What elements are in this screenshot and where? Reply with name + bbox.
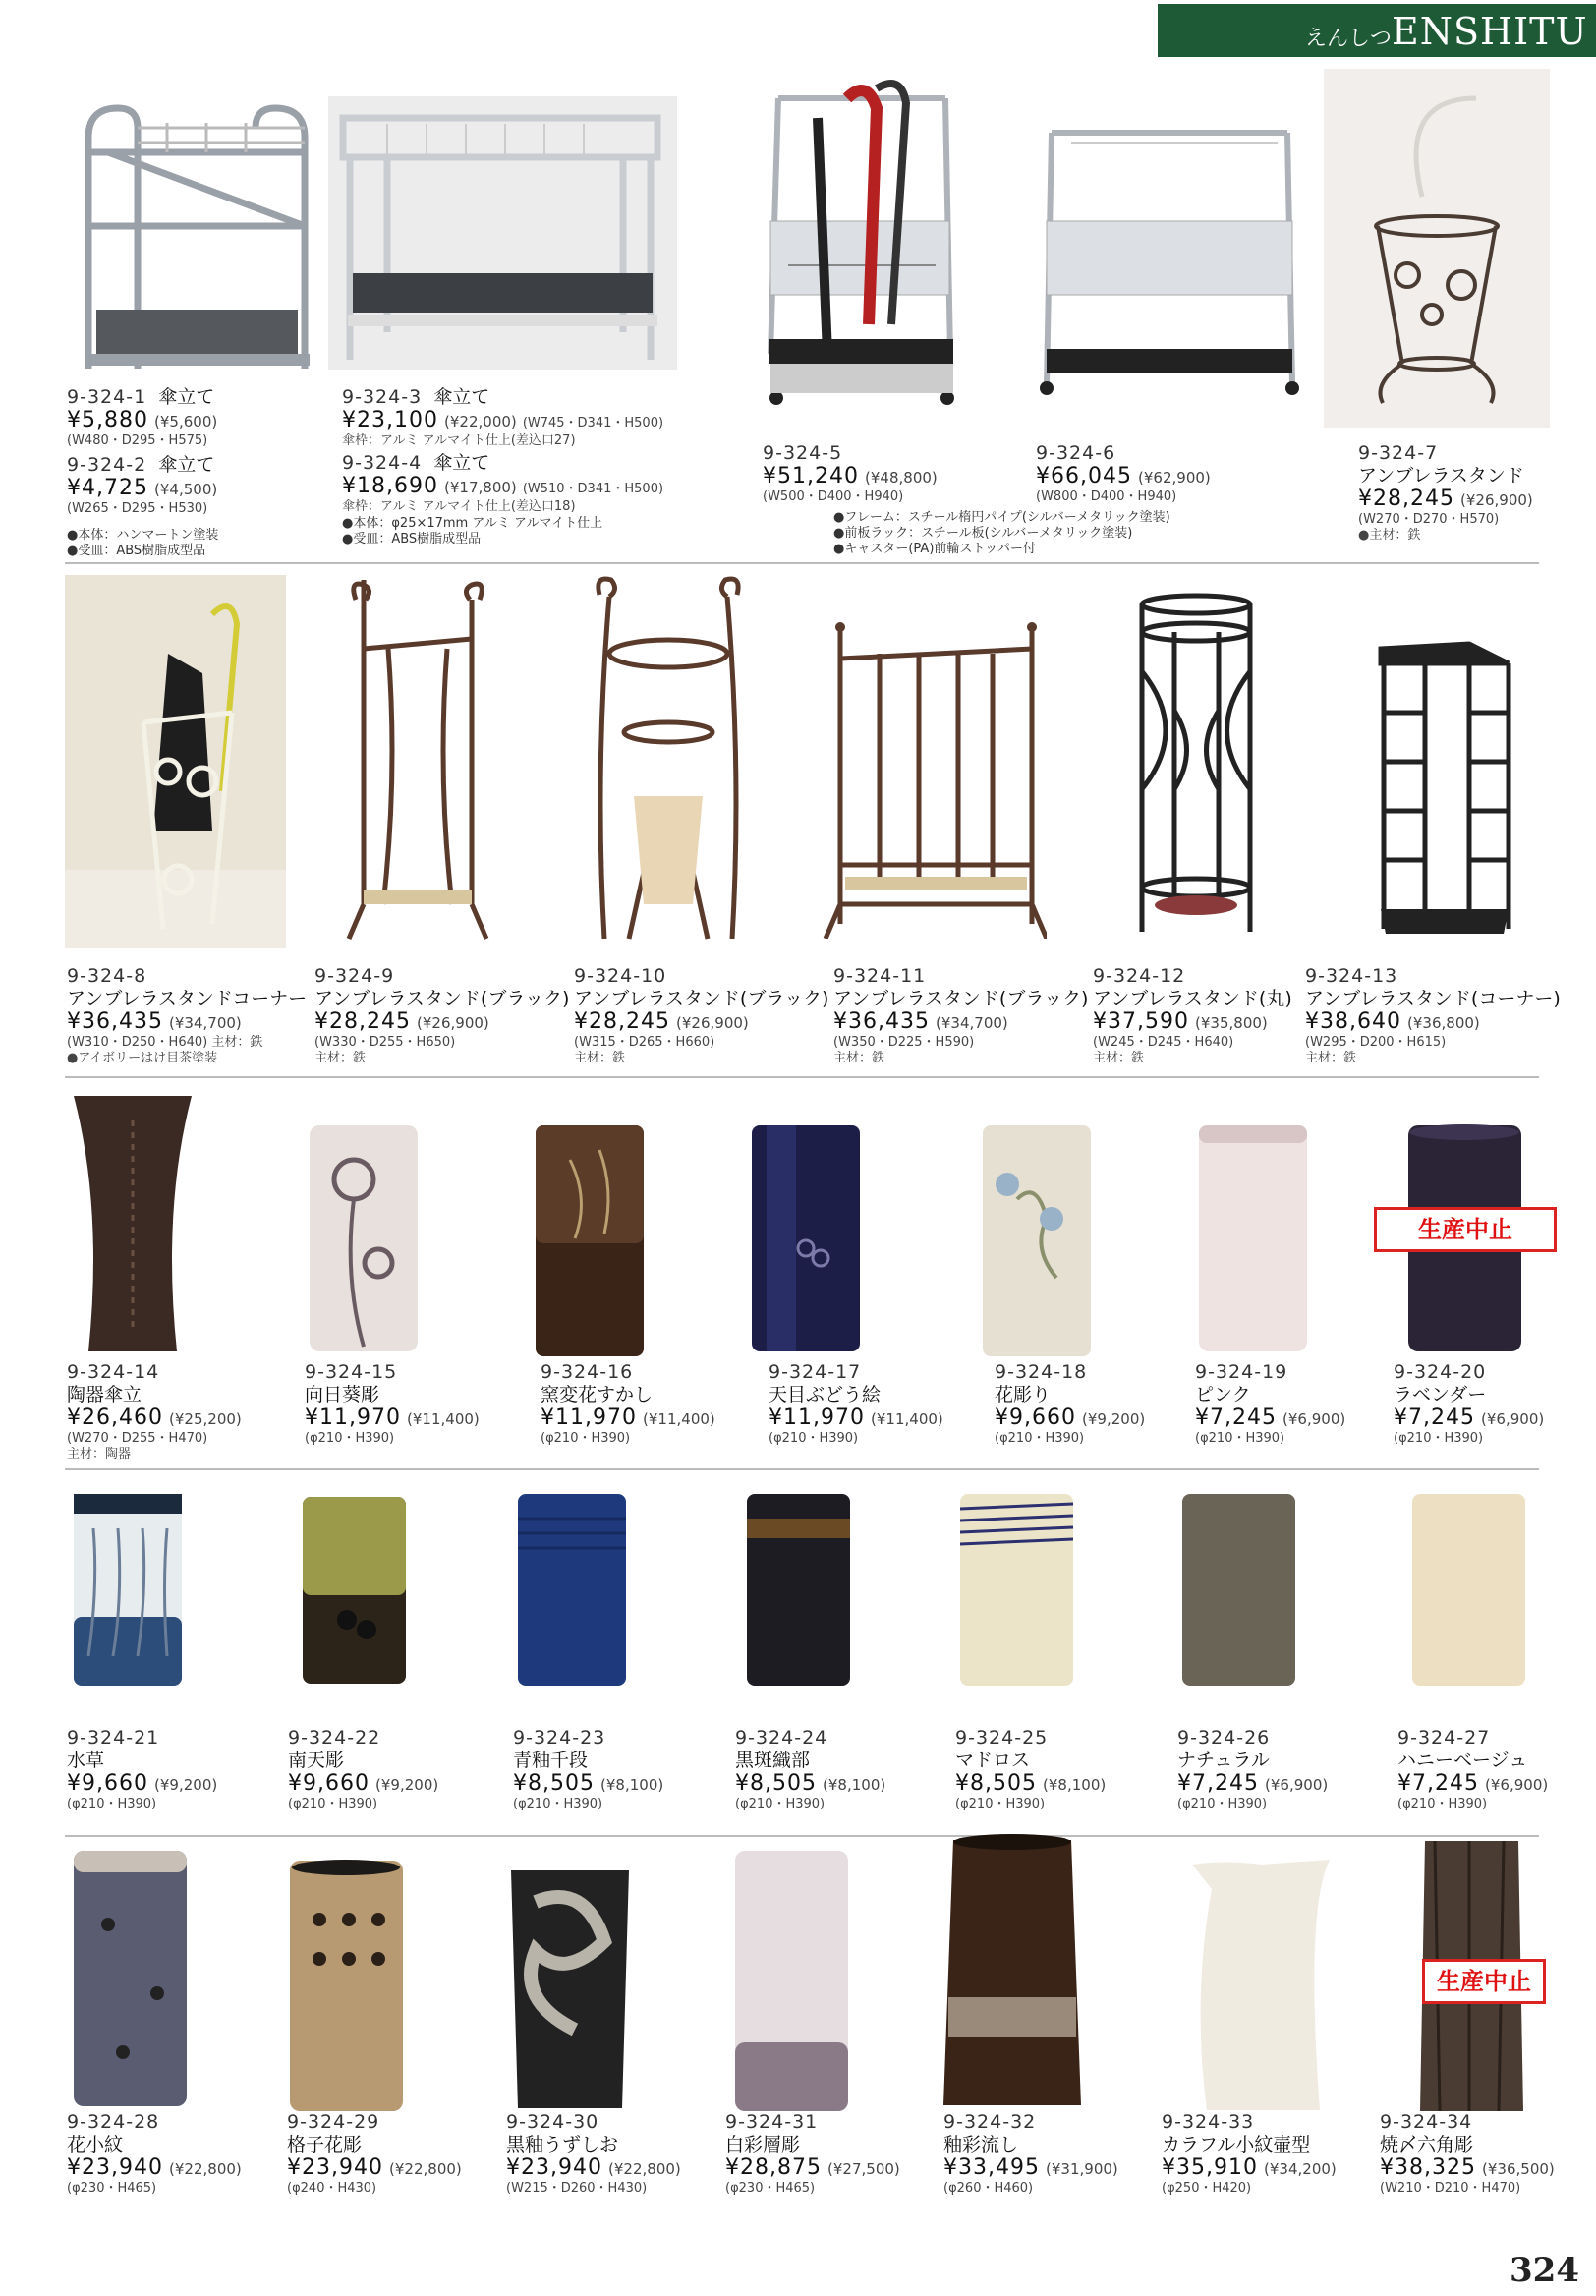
vase-31-image — [730, 1846, 853, 2116]
product-material: ●主材：鉄 — [1358, 528, 1421, 543]
product-price: ¥11,970 — [305, 1406, 401, 1430]
product-code: 9-324-14 — [67, 1361, 160, 1383]
product-dimensions: (W270・D255・H470) — [67, 1431, 208, 1446]
product-price: ¥9,660 — [288, 1771, 370, 1796]
product-9-324-2 — [67, 454, 217, 517]
product-price-excl-tax: (¥6,900) — [1265, 1776, 1329, 1794]
product-9-324-22 — [288, 1727, 438, 1812]
product-price-excl-tax: (¥8,100) — [1043, 1776, 1107, 1794]
product-dimensions: (W295・D200・H615) — [1305, 1035, 1447, 1050]
product-code: 9-324-21 — [67, 1727, 160, 1749]
product-price: ¥9,660 — [67, 1771, 148, 1796]
product-material: 主材：鉄 — [833, 1051, 885, 1065]
product-code: 9-324-10 — [574, 965, 667, 987]
product-code: 9-324-16 — [541, 1361, 634, 1383]
product-dimensions: (W270・D270・H570) — [1358, 512, 1500, 527]
product-price: ¥7,245 — [1397, 1771, 1479, 1796]
product-name: アンブレラスタンドコーナー — [67, 988, 308, 1009]
stand-1-image — [69, 98, 314, 378]
product-price: ¥35,910 — [1162, 2155, 1258, 2180]
product-price-excl-tax: (¥22,800) — [608, 2160, 681, 2178]
product-price: ¥36,435 — [67, 1009, 163, 1034]
product-price-excl-tax: (¥22,000) — [444, 413, 517, 430]
product-price-excl-tax: (¥26,900) — [417, 1014, 489, 1032]
product-price-excl-tax: (¥5,600) — [154, 413, 218, 430]
product-9-324-19 — [1195, 1361, 1345, 1447]
product-name: アンブレラスタンド(ブラック) — [314, 988, 570, 1009]
product-9-324-32 — [943, 2111, 1118, 2197]
product-code: 9-324-12 — [1093, 965, 1186, 987]
product-price: ¥7,245 — [1177, 1771, 1259, 1796]
product-code: 9-324-28 — [67, 2111, 160, 2133]
product-dimensions: (W330・D255・H650) — [314, 1035, 456, 1050]
vase-28-image — [69, 1846, 192, 2111]
vase-30-image — [506, 1863, 634, 2113]
vase-33-image — [1187, 1850, 1335, 2115]
product-name: 向日葵彫 — [305, 1384, 380, 1406]
product-dimensions: (W245・D245・H640) — [1093, 1035, 1234, 1050]
product-dimensions: (φ210・H390) — [995, 1431, 1085, 1446]
product-price-excl-tax: (¥36,500) — [1482, 2160, 1555, 2178]
row-divider — [65, 1835, 1539, 1837]
vase-24-image — [742, 1489, 855, 1691]
spec-note: ●受皿：ABS樹脂成型品 — [67, 544, 206, 558]
stand-6-image — [1032, 118, 1307, 398]
product-9-324-12 — [1093, 965, 1292, 1066]
product-price: ¥26,460 — [67, 1406, 163, 1430]
product-dimensions: (φ260・H460) — [943, 2181, 1034, 2196]
row-divider — [65, 1468, 1539, 1470]
product-price: ¥11,970 — [541, 1406, 637, 1430]
product-code: 9-324-33 — [1162, 2111, 1255, 2133]
product-code: 9-324-27 — [1397, 1727, 1491, 1749]
product-dimensions: (W500・D400・H940) — [763, 489, 904, 504]
product-name: アンブレラスタンド(ブラック) — [574, 988, 829, 1009]
product-price: ¥8,505 — [513, 1771, 595, 1796]
product-price: ¥23,940 — [506, 2155, 602, 2180]
product-dimensions: (W510・D341・H500) — [522, 482, 664, 496]
product-price-excl-tax: (¥11,400) — [643, 1410, 715, 1428]
product-name: 水草 — [67, 1750, 105, 1771]
product-code: 9-324-18 — [995, 1361, 1088, 1383]
product-price-excl-tax: (¥34,700) — [169, 1014, 242, 1032]
product-code: 9-324-29 — [287, 2111, 380, 2133]
vase-18-image — [978, 1120, 1096, 1361]
product-dimensions: (φ230・H465) — [67, 2181, 157, 2196]
product-price-excl-tax: (¥4,500) — [154, 481, 218, 498]
product-material: 主材：鉄 — [574, 1051, 626, 1065]
vase-26-image — [1177, 1489, 1300, 1691]
product-code: 9-324-32 — [943, 2111, 1037, 2133]
discontinued-stamp: 生産中止 — [1374, 1207, 1557, 1252]
product-price-excl-tax: (¥36,800) — [1407, 1014, 1480, 1032]
product-name: 傘立て — [433, 452, 490, 474]
product-price: ¥38,640 — [1305, 1009, 1401, 1034]
product-price-excl-tax: (¥31,900) — [1046, 2160, 1118, 2178]
product-price: ¥7,245 — [1394, 1406, 1475, 1430]
product-code: 9-324-24 — [735, 1727, 828, 1749]
product-price-excl-tax: (¥8,100) — [600, 1776, 664, 1794]
product-name: 傘立て — [158, 454, 215, 476]
product-9-324-29 — [287, 2111, 462, 2197]
product-9-324-33 — [1162, 2111, 1337, 2197]
product-price: ¥36,435 — [833, 1009, 930, 1034]
product-price: ¥5,880 — [67, 408, 148, 432]
product-dimensions: (W310・D250・H640) 主材：鉄 — [67, 1035, 263, 1050]
product-9-324-3 — [342, 386, 663, 449]
product-name: マドロス — [955, 1750, 1031, 1771]
product-code: 9-324-25 — [955, 1727, 1049, 1749]
product-note: 傘枠：アルミ アルマイト仕上(差込口27) — [342, 433, 576, 448]
product-9-324-18 — [995, 1361, 1145, 1447]
product-name: 花彫り — [995, 1384, 1052, 1406]
product-price-excl-tax: (¥6,900) — [1282, 1410, 1346, 1428]
product-9-324-1 — [67, 386, 217, 449]
product-dimensions: (φ250・H420) — [1162, 2181, 1252, 2196]
product-price: ¥38,325 — [1380, 2155, 1476, 2180]
product-9-324-6 — [1036, 442, 1211, 505]
product-name: ピンク — [1195, 1384, 1251, 1406]
product-name: 黒釉うずしお — [506, 2134, 619, 2155]
row-divider — [65, 562, 1539, 564]
vase-22-image — [298, 1492, 411, 1689]
stand-8-image — [65, 575, 286, 948]
product-code: 9-324-7 — [1358, 442, 1439, 464]
product-code: 9-324-1 — [67, 386, 147, 408]
product-price-excl-tax: (¥35,800) — [1195, 1014, 1268, 1032]
product-price-excl-tax: (¥6,900) — [1481, 1410, 1545, 1428]
product-9-324-28 — [67, 2111, 242, 2197]
product-dimensions: (W315・D265・H660) — [574, 1035, 715, 1050]
product-9-324-23 — [513, 1727, 663, 1812]
product-9-324-14 — [67, 1361, 242, 1463]
product-dimensions: (φ210・H390) — [288, 1797, 378, 1811]
product-name: ナチュラル — [1177, 1750, 1270, 1771]
product-code: 9-324-13 — [1305, 965, 1398, 987]
spec-note: ●受皿：ABS樹脂成型品 — [342, 532, 482, 546]
product-9-324-13 — [1305, 965, 1561, 1066]
stand-7-image — [1324, 69, 1550, 428]
product-price: ¥23,940 — [67, 2155, 163, 2180]
product-code: 9-324-9 — [314, 965, 395, 987]
product-dimensions: (φ240・H430) — [287, 2181, 377, 2196]
product-price-excl-tax: (¥9,200) — [1082, 1410, 1146, 1428]
product-dimensions: (φ230・H465) — [725, 2181, 816, 2196]
product-code: 9-324-6 — [1036, 442, 1116, 464]
product-code: 9-324-2 — [67, 454, 147, 476]
product-dimensions: (W480・D295・H575) — [67, 433, 208, 448]
product-price-excl-tax: (¥11,400) — [871, 1410, 943, 1428]
product-name: 花小紋 — [67, 2134, 124, 2155]
product-name: 黒斑織部 — [735, 1750, 811, 1771]
product-dimensions: (φ210・H390) — [67, 1797, 157, 1811]
product-dimensions: (W265・D295・H530) — [67, 501, 208, 516]
product-dimensions: (W210・D210・H470) — [1380, 2181, 1521, 2196]
product-price-excl-tax: (¥8,100) — [823, 1776, 886, 1794]
product-code: 9-324-19 — [1195, 1361, 1288, 1383]
product-name: アンブレラスタンド(ブラック) — [833, 988, 1089, 1009]
product-dimensions: (φ210・H390) — [1394, 1431, 1484, 1446]
product-9-324-34 — [1380, 2111, 1555, 2197]
header-ruby: えんしつ — [1305, 27, 1393, 51]
product-dimensions: (W215・D260・H430) — [506, 2181, 648, 2196]
product-dimensions: (φ210・H390) — [541, 1431, 631, 1446]
product-code: 9-324-30 — [506, 2111, 599, 2133]
product-code: 9-324-8 — [67, 965, 147, 987]
spec-note: ●キャスター(PA)前輪ストッパー付 — [833, 542, 1036, 556]
product-price: ¥37,590 — [1093, 1009, 1189, 1034]
product-code: 9-324-23 — [513, 1727, 606, 1749]
product-price: ¥11,970 — [769, 1406, 865, 1430]
product-name: 窯変花すかし — [541, 1384, 654, 1406]
product-material: 主材：鉄 — [1093, 1051, 1145, 1065]
product-code: 9-324-31 — [725, 2111, 819, 2133]
product-9-324-25 — [955, 1727, 1106, 1812]
product-code: 9-324-26 — [1177, 1727, 1271, 1749]
product-material: 主材：陶器 — [67, 1447, 132, 1462]
vase-16-image — [531, 1120, 649, 1361]
product-9-324-26 — [1177, 1727, 1328, 1812]
product-price: ¥23,940 — [287, 2155, 383, 2180]
product-code: 9-324-11 — [833, 965, 927, 987]
product-name: 傘立て — [158, 386, 215, 408]
product-price-excl-tax: (¥34,200) — [1264, 2160, 1337, 2178]
stand-5-image — [759, 79, 965, 432]
product-name: アンブレラスタンド — [1358, 465, 1524, 487]
product-price-excl-tax: (¥27,500) — [827, 2160, 900, 2178]
vase-25-image — [955, 1489, 1078, 1691]
spec-note: ●前板ラック：スチール板(シルバーメタリック塗装) — [833, 526, 1133, 541]
product-9-324-16 — [541, 1361, 715, 1447]
product-code: 9-324-17 — [769, 1361, 862, 1383]
vase-23-image — [513, 1489, 631, 1691]
row-divider — [65, 1076, 1539, 1078]
vase-17-image — [747, 1120, 865, 1356]
product-dimensions: (φ210・H390) — [1397, 1797, 1488, 1811]
stand-10-image — [590, 575, 747, 944]
product-9-324-8 — [67, 965, 307, 1066]
vase-15-image — [305, 1120, 423, 1356]
product-price: ¥66,045 — [1036, 464, 1132, 488]
product-9-324-24 — [735, 1727, 885, 1812]
stand-9-image — [344, 580, 491, 944]
product-dimensions: (φ210・H390) — [955, 1797, 1046, 1811]
product-9-324-27 — [1397, 1727, 1548, 1812]
product-price: ¥8,505 — [735, 1771, 817, 1796]
product-price-excl-tax: (¥26,900) — [676, 1014, 749, 1032]
product-code: 9-324-22 — [288, 1727, 381, 1749]
product-price: ¥28,875 — [725, 2155, 822, 2180]
product-price-excl-tax: (¥62,900) — [1138, 469, 1211, 487]
product-price: ¥28,245 — [1358, 487, 1454, 511]
product-name: アンブレラスタンド(丸) — [1093, 988, 1292, 1009]
product-dimensions: (φ210・H390) — [513, 1797, 603, 1811]
product-name: 青釉千段 — [513, 1750, 589, 1771]
product-price-excl-tax: (¥34,700) — [936, 1014, 1008, 1032]
vase-19-image — [1194, 1120, 1312, 1356]
product-name: カラフル小紋壷型 — [1162, 2134, 1311, 2155]
product-9-324-17 — [769, 1361, 943, 1447]
product-name: 陶器傘立 — [67, 1384, 142, 1406]
product-price: ¥18,690 — [342, 474, 438, 498]
product-name: 格子花彫 — [287, 2134, 363, 2155]
product-name: 釉彩流し — [943, 2134, 1019, 2155]
product-price-excl-tax: (¥9,200) — [154, 1776, 218, 1794]
product-price-excl-tax: (¥17,800) — [444, 479, 517, 496]
product-dimensions: (φ210・H390) — [769, 1431, 859, 1446]
product-price: ¥28,245 — [314, 1009, 411, 1034]
product-name: 天目ぶどう絵 — [769, 1384, 882, 1406]
product-price-excl-tax: (¥11,400) — [407, 1410, 480, 1428]
header-band — [1158, 4, 1596, 57]
product-price: ¥23,100 — [342, 408, 438, 432]
product-9-324-9 — [314, 965, 569, 1066]
page-number: 324 — [1510, 2251, 1579, 2290]
product-code: 9-324-5 — [763, 442, 843, 464]
product-9-324-7 — [1358, 442, 1533, 544]
vase-14-image — [69, 1091, 197, 1356]
product-dimensions: (W350・D225・H590) — [833, 1035, 975, 1050]
product-name: 南天彫 — [288, 1750, 345, 1771]
product-price: ¥51,240 — [763, 464, 859, 488]
product-price-excl-tax: (¥22,800) — [389, 2160, 462, 2178]
product-name: 焼〆六角彫 — [1380, 2134, 1474, 2155]
spec-note: ●本体：φ25×17mm アルミ アルマイト仕上 — [342, 516, 603, 531]
stand-3-image — [328, 96, 677, 370]
product-9-324-31 — [725, 2111, 900, 2197]
product-9-324-20 — [1394, 1361, 1544, 1447]
vase-21-image — [69, 1489, 187, 1691]
spec-note: ●フレーム：スチール楕円パイプ(シルバーメタリック塗装) — [833, 510, 1170, 525]
product-price-excl-tax: (¥48,800) — [865, 469, 938, 487]
product-price-excl-tax: (¥6,900) — [1485, 1776, 1549, 1794]
product-9-324-10 — [574, 965, 828, 1066]
product-9-324-4 — [342, 452, 663, 515]
product-material: 主材：鉄 — [1305, 1051, 1357, 1065]
product-name: 傘立て — [433, 386, 490, 408]
product-price: ¥8,505 — [955, 1771, 1037, 1796]
product-dimensions: (φ210・H390) — [1195, 1431, 1285, 1446]
product-name: ハニーベージュ — [1397, 1750, 1528, 1771]
vase-32-image — [939, 1830, 1086, 2115]
stand-11-image — [821, 619, 1047, 939]
product-price: ¥28,245 — [574, 1009, 670, 1034]
product-9-324-21 — [67, 1727, 217, 1812]
product-dimensions: (W800・D400・H940) — [1036, 489, 1177, 504]
product-dimensions: (φ210・H390) — [305, 1431, 395, 1446]
product-code: 9-324-4 — [342, 452, 423, 474]
product-dimensions: (W745・D341・H500) — [522, 416, 664, 430]
product-price: ¥33,495 — [943, 2155, 1040, 2180]
product-code: 9-324-20 — [1394, 1361, 1487, 1383]
stand-12-image — [1130, 593, 1263, 942]
product-price: ¥9,660 — [995, 1406, 1076, 1430]
product-material: ●アイボリーはけ目茶塗装 — [67, 1051, 218, 1065]
product-name: アンブレラスタンド(コーナー) — [1305, 988, 1561, 1009]
stand-13-image — [1376, 634, 1513, 939]
product-price-excl-tax: (¥25,200) — [169, 1410, 242, 1428]
product-9-324-30 — [506, 2111, 681, 2197]
product-9-324-11 — [833, 965, 1088, 1066]
product-code: 9-324-34 — [1380, 2111, 1473, 2133]
product-dimensions: (φ210・H390) — [735, 1797, 826, 1811]
vase-29-image — [285, 1856, 408, 2116]
product-price: ¥4,725 — [67, 476, 148, 500]
product-name: 白彩層彫 — [725, 2134, 801, 2155]
spec-note: ●本体：ハンマートン塗装 — [67, 528, 219, 543]
product-material: 主材：鉄 — [314, 1051, 367, 1065]
product-price-excl-tax: (¥26,900) — [1460, 491, 1533, 509]
product-name: ラベンダー — [1394, 1384, 1487, 1406]
product-price: ¥7,245 — [1195, 1406, 1277, 1430]
product-note: 傘枠：アルミ アルマイト仕上(差込口18) — [342, 499, 576, 514]
product-code: 9-324-3 — [342, 386, 423, 408]
header-title: ENSHITU — [1392, 10, 1588, 53]
product-9-324-5 — [763, 442, 938, 505]
discontinued-stamp: 生産中止 — [1422, 1959, 1546, 2004]
product-price-excl-tax: (¥9,200) — [375, 1776, 439, 1794]
product-9-324-15 — [305, 1361, 480, 1447]
product-code: 9-324-15 — [305, 1361, 398, 1383]
product-price-excl-tax: (¥22,800) — [169, 2160, 242, 2178]
product-dimensions: (φ210・H390) — [1177, 1797, 1268, 1811]
vase-27-image — [1407, 1489, 1530, 1691]
